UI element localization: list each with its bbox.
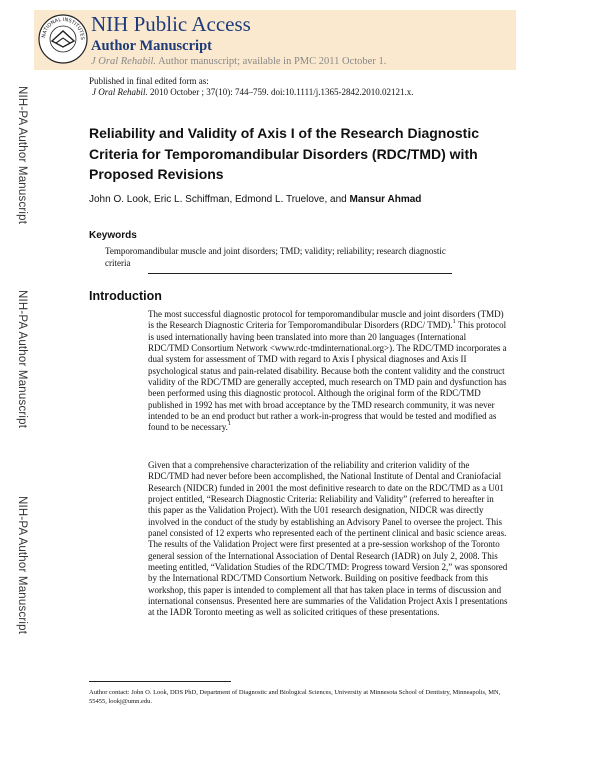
- nih-seal-logo: [38, 10, 88, 68]
- keywords-heading: Keywords: [89, 230, 137, 241]
- paragraph-2: Given that a comprehensive characterization of the reliability and criterion validity of the RDC/TMD had never before been accomplished, the National Institute of Dental and Craniofacial Research (NIDCR) funded in 2001 the most definitive research to date on the RDC/TMD as a U01 project entitled, “Research Diagnostic Criteria: Reliability and Validity” (referred to hereafter in this paper as the Validation Project). With the U01 research designation, NIDCR was directly involved in the conduct of the study by establishing an Advisory Panel to oversee the project. This panel consisted of 12 experts who represented each of the pertinent clinical and basic science areas. The results of the Validation Project were first presented at a pre-session workshop of the Toronto general session of the International Association of Dental Research (IADR) on July 2, 2008. This meeting entitled, “Validation Studies of the RDC/TMD: Progress toward Version 2,” was sponsored by the International RDC/TMD Consortium Network. Building on positive feedback from this workshop, this paper is intended to complement all that has taken place in terms of discussion and international consensus. Presented here are summaries of the Validation Project Axis I presentations at the IADR Toronto meeting as well as solicited critiques of these presentations.: [148, 460, 508, 618]
- author-contact-footnote: Author contact: John O. Look, DDS PhD, Department of Diagnostic and Biological Sciences, University at Minnesota School of Dentistry, Minneapolis, MN, 55455, lookj@umn.edu.: [89, 689, 501, 705]
- published-line: Published in final edited form as:: [89, 76, 209, 86]
- authors-text: John O. Look, Eric L. Schiffman, Edmond L. Truelove, and: [89, 194, 350, 205]
- p1-text-a: The most successful diagnostic protocol for temporomandibular muscle and joint disorders (TMD) is the Research Diagnostic Criteria for Temporomandibular Disorders (RDC/ TMD).: [148, 309, 504, 331]
- paragraph-1: [148, 309, 508, 434]
- sidebar-label: NIH-PA Author Manuscript: [16, 86, 28, 225]
- separator-line: [148, 273, 452, 274]
- p1-text-b: This protocol is used internationally having been translated into more than 20 languages (International RDC/TMD Consortium Network <www.rdc-tmdinternational.org>). The RDC/TMD incorporates a dual system for assessment of TMD with regard to Axis I physical diagnoses and Axis II psychological status and pain-related disability. Because both the content validity and the construct validity of the RDC/TMD are generally accepted, much research on TMD pain and dysfunction has been performed using this diagnostic protocol. Although the original form of the RDC/TMD published in 1992 has met with broad acceptance by the TMD research community, it was never intended to be an end product but rather a work-in-progress that would be tested and modified as found to be necessary.: [148, 320, 507, 433]
- footnote-separator: [89, 681, 231, 682]
- citation-details: 2010 October ; 37(10): 744–759. doi:10.1111/j.1365-2842.2010.02121.x.: [147, 87, 414, 97]
- introduction-heading: Introduction: [89, 289, 162, 303]
- availability-notice: [91, 56, 386, 67]
- citation-line: [92, 87, 413, 97]
- author-last: Mansur Ahmad: [349, 194, 422, 205]
- keywords-body: Temporomandibular muscle and joint disorders; TMD; validity; reliability; research diagnostic criteria: [105, 246, 446, 268]
- left-margin: [0, 0, 34, 776]
- citation-ref: 1: [227, 420, 232, 428]
- citation-journal: J Oral Rehabil.: [92, 87, 148, 97]
- author-manuscript-label: Author Manuscript: [91, 38, 212, 54]
- availability-text: Author manuscript; available in PMC 2011 October 1.: [156, 56, 387, 67]
- svg-text:NATIONAL INSTITUTES OF HEALTH: NATIONAL INSTITUTES: [40, 16, 86, 41]
- sidebar-label: NIH-PA Author Manuscript: [16, 496, 28, 635]
- journal-name: J Oral Rehabil.: [91, 56, 157, 67]
- citation-ref: 1: [452, 318, 456, 326]
- paper-title: Reliability and Validity of Axis I of the Research Diagnostic Criteria for Temporomandibular Disorders (RDC/TMD) with Proposed Revisions: [89, 125, 480, 182]
- nih-public-access-title: NIH Public Access: [91, 12, 251, 36]
- author-list: [89, 194, 421, 205]
- sidebar-label: NIH-PA Author Manuscript: [16, 290, 28, 429]
